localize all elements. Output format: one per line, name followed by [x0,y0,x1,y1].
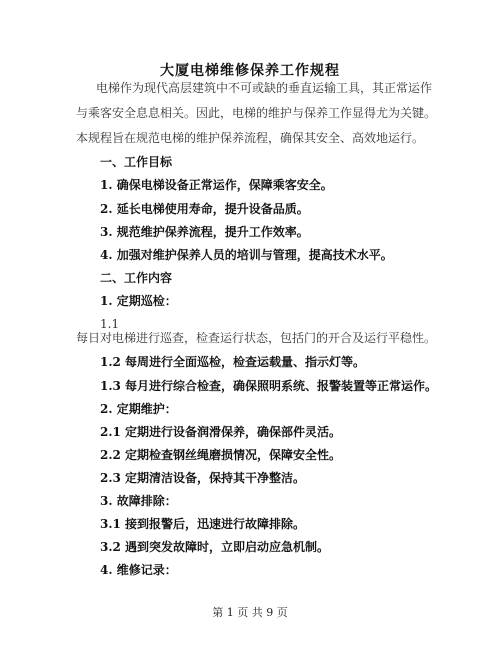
goal-item-1: 1. 确保电梯设备正常运作，保障乘客安全。 [100,178,333,192]
goal-item-2: 2. 延长电梯使用寿命，提升设备品质。 [100,202,309,216]
subheading-records: 4. 维修记录： [100,563,177,577]
item-1-1-text: 每日对电梯进行巡查，检查运行状态，包括门的开合及运行平稳性。 [76,331,437,345]
item-2-2: 2.2 定期检查钢丝绳磨损情况，保障安全性。 [100,448,342,462]
item-1-1-label: 1.1 [100,317,120,331]
item-1-3: 1.3 每月进行综合检查，确保照明系统、报警装置等正常运作。 [100,379,438,393]
goal-item-4: 4. 加强对维护保养人员的培训与管理，提高技术水平。 [100,248,393,262]
item-2-3: 2.3 定期清洁设备，保持其干净整洁。 [100,471,306,485]
subheading-inspection: 1. 定期巡检： [100,294,177,308]
intro-line-2: 与乘客安全息息相关。因此，电梯的维护与保养工作显得尤为关键。 [76,106,437,120]
item-2-1: 2.1 定期进行设备润滑保养，确保部件灵活。 [100,425,342,439]
subheading-maintenance: 2. 定期维护： [100,402,177,416]
subheading-troubleshooting: 3. 故障排除： [100,494,177,508]
page-footer: 第 1 页 共 9 页 [212,606,288,619]
section-heading-goals: 一、工作目标 [100,155,173,169]
intro-line-1: 电梯作为现代高层建筑中不可或缺的垂直运输工具，其正常运作 [96,81,433,95]
item-1-2: 1.2 每周进行全面巡检，检查运载量、指示灯等。 [100,355,366,369]
intro-line-3: 本规程旨在规范电梯的维护保养流程，确保其安全、高效地运行。 [76,131,425,145]
item-3-1: 3.1 接到报警后，迅速进行故障排除。 [100,517,306,531]
goal-item-3: 3. 规范维护保养流程，提升工作效率。 [100,225,309,239]
document-title: 大厦电梯维修保养工作规程 [160,63,340,79]
section-heading-content: 二、工作内容 [100,271,173,285]
item-3-2: 3.2 遇到突发故障时，立即启动应急机制。 [100,540,330,554]
